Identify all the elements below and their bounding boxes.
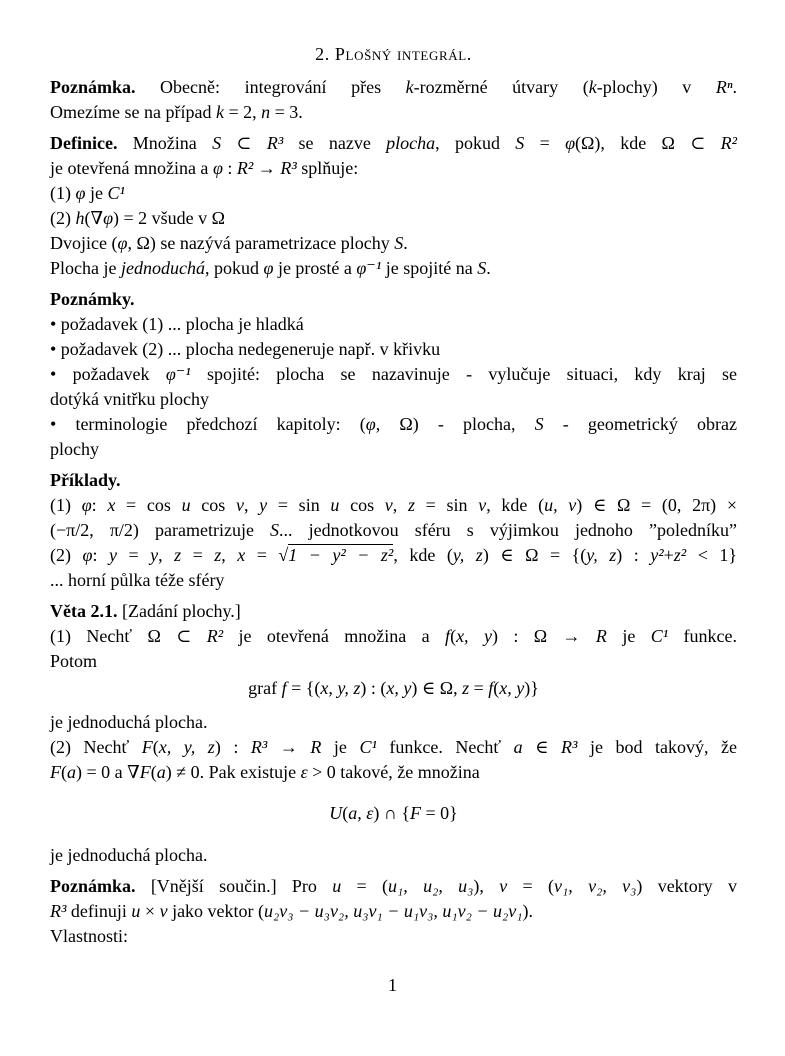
text-line: je otevřená množina a φ : R² → R³ splňuje: (50, 158, 359, 178)
section-examples (50, 468, 737, 593)
text-line: (1) φ: x = cos u cos v, y = sin u cos v, z = sin v, kde (u, v) ∈ Ω = (0, 2π) × (50, 495, 737, 515)
bullet-item: • požadavek (2) ... plocha nedegeneruje např. v křivku (50, 339, 441, 359)
text-line: plochy (50, 439, 99, 459)
page-number: 1 (388, 975, 397, 995)
text-line: (−π/2, π/2) parametrizuje S... jednotkovou sféru s výjimkou jednoho ”poledníku” (50, 520, 737, 540)
text-line: ... horní půlka téže sféry (50, 570, 225, 590)
page-title: 2. Plošný integrál. (315, 44, 472, 64)
display-formula-graph: graf f = {(x, y, z) : (x, y) ∈ Ω, z = f(x, y)} (248, 678, 539, 698)
text-line: (1) Nechť Ω ⊂ R² je otevřená množina a f(x, y) : Ω → R je C¹ funkce. (50, 626, 737, 646)
bullet-item: • požadavek (1) ... plocha je hladká (50, 314, 304, 334)
text-line: F(a) = 0 a ∇F(a) ≠ 0. Pak existuje ε > 0 takové, že množina (50, 762, 480, 782)
text-line: Dvojice (φ, Ω) se nazývá parametrizace plochy S. (50, 233, 408, 253)
section-remarks (50, 287, 737, 462)
text-line: je jednoduchá plocha. (50, 712, 208, 732)
text-line: je jednoduchá plocha. (50, 845, 208, 865)
section-remark-general (50, 75, 737, 125)
text-line: R³ definuji u × v jako vektor (u₂v₃ − u₃v₂, u₃v₁ − u₁v₃, u₁v₂ − u₂v₁). (50, 901, 533, 921)
bullet-item: • požadavek φ⁻¹ spojité: plocha se nazavinuje - vylučuje situaci, kdy kraj se (50, 364, 737, 384)
text-line: (1) φ je C¹ (50, 183, 125, 203)
text-line: dotýká vnitřku plochy (50, 389, 209, 409)
text-line: Poznámka. Obecně: integrování přes k-rozměrné útvary (k-plochy) v Rⁿ. (50, 77, 737, 97)
text-line: (2) Nechť F(x, y, z) : R³ → R je C¹ funkce. Nechť a ∈ R³ je bod takový, že (50, 737, 738, 757)
bullet-item: • terminologie předchozí kapitoly: (φ, Ω) - plocha, S - geometrický obraz (50, 414, 737, 434)
text-line: Definice. Množina S ⊂ R³ se nazve plocha, pokud S = φ(Ω), kde Ω ⊂ R² (50, 133, 738, 153)
section-heading: Příklady. (50, 470, 121, 490)
section-definition (50, 131, 737, 281)
text-line: Vlastnosti: (50, 926, 129, 946)
text-line: Omezíme se na případ k = 2, n = 3. (50, 102, 303, 122)
text-line: Plocha je jednoduchá, pokud φ je prosté a φ⁻¹ je spojité na S. (50, 258, 491, 278)
section-theorem-2-1 (50, 599, 737, 868)
text-block (50, 42, 737, 949)
section-heading: Poznámky. (50, 289, 135, 309)
theorem-heading: Věta 2.1. [Zadání plochy.] (50, 601, 241, 621)
text-line: Potom (50, 651, 98, 671)
text-line: (2) φ: y = y, z = z, x = √1 − y² − z², kde (y, z) ∈ Ω = {(y, z) : y²+z² < 1} (50, 545, 737, 565)
text-line: (2) h(∇φ) = 2 všude v Ω (50, 208, 226, 228)
section-remark-cross-product (50, 874, 737, 949)
text-line: Poznámka. [Vnější součin.] Pro u = (u₁, u₂, u₃), v = (v₁, v₂, v₃) vektory v (50, 876, 737, 896)
display-formula-neighborhood: U(a, ε) ∩ {F = 0} (329, 803, 458, 823)
